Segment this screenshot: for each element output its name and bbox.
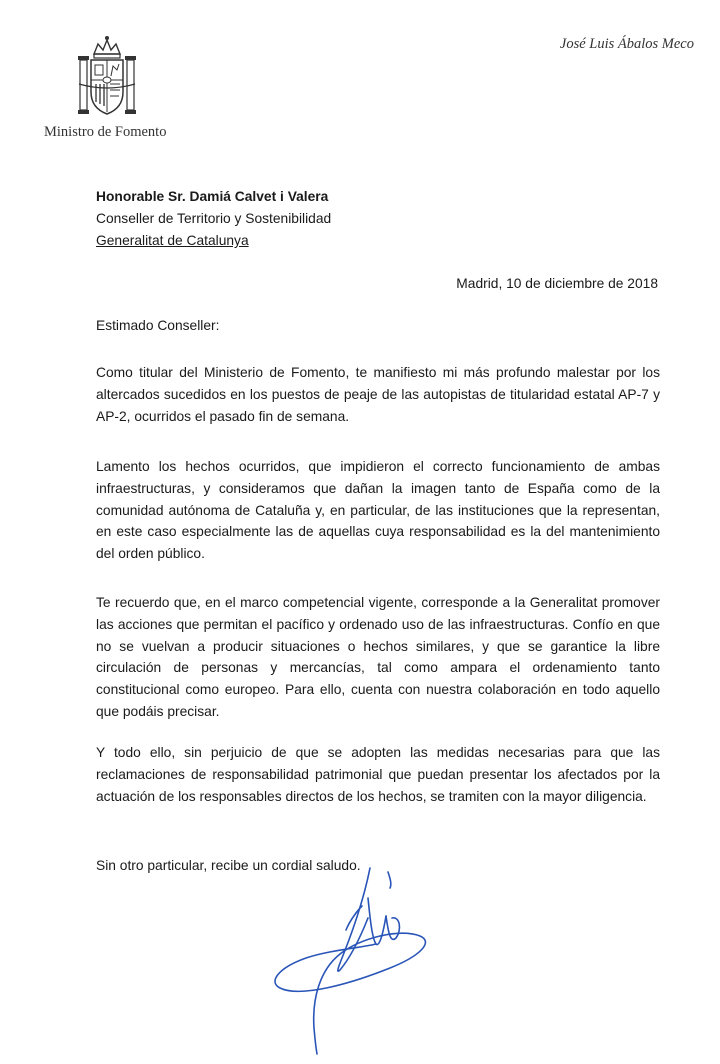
- paragraph: Te recuerdo que, en el marco competencial vigente, corresponde a la Generalitat promover las acciones que permitan el pacífico y ordenado uso de las infraestructuras. Confío en que no se vuelvan a producir situaciones o hechos similares, y que se garantice la libre circulación de personas y mercancías, tal como ampara el ordenamiento tanto constitucional como europeo. Para ello, cuenta con nuestra colaboración en todo aquello que podáis precisar.: [96, 595, 660, 719]
- recipient-organization: Generalitat de Catalunya: [96, 233, 249, 248]
- signature-icon: [250, 858, 470, 1058]
- paragraph: Como titular del Ministerio de Fomento, te manifiesto mi más profundo malestar por los altercados sucedidos en los puestos de peaje de las autopistas de titularidad estatal AP-7 y AP-2, ocurridos el pasado fin de semana.: [96, 365, 660, 424]
- greeting: Estimado Conseller:: [96, 318, 220, 333]
- recipient-title: Conseller de Territorio y Sostenibilidad: [96, 211, 332, 226]
- ministry-label: Ministro de Fomento: [44, 124, 167, 140]
- recipient-block: [96, 186, 331, 252]
- paragraph: Lamento los hechos ocurridos, que impidieron el correcto funcionamiento de ambas infraestructuras, y consideramos que dañan la imagen tanto de España como de la comunidad autónoma de Cataluña y, en particular, de las instituciones que la representan, en este caso especialmente las de aquellas cuya responsabilidad es la del mantenimiento del orden público.: [96, 459, 660, 562]
- date-line: Madrid, 10 de diciembre de 2018: [456, 276, 658, 291]
- recipient-name: Honorable Sr. Damiá Calvet i Valera: [96, 189, 329, 204]
- coat-of-arms-icon: [76, 34, 138, 120]
- author-name: José Luis Ábalos Meco: [559, 36, 694, 52]
- closing-line: Sin otro particular, recibe un cordial saludo.: [96, 858, 361, 873]
- paragraph: Y todo ello, sin perjuicio de que se adopten las medidas necesarias para que las reclamaciones de responsabilidad patrimonial que puedan presentar los afectados por la actuación de los responsables directos de los hechos, se tramiten con la mayor diligencia.: [96, 745, 660, 804]
